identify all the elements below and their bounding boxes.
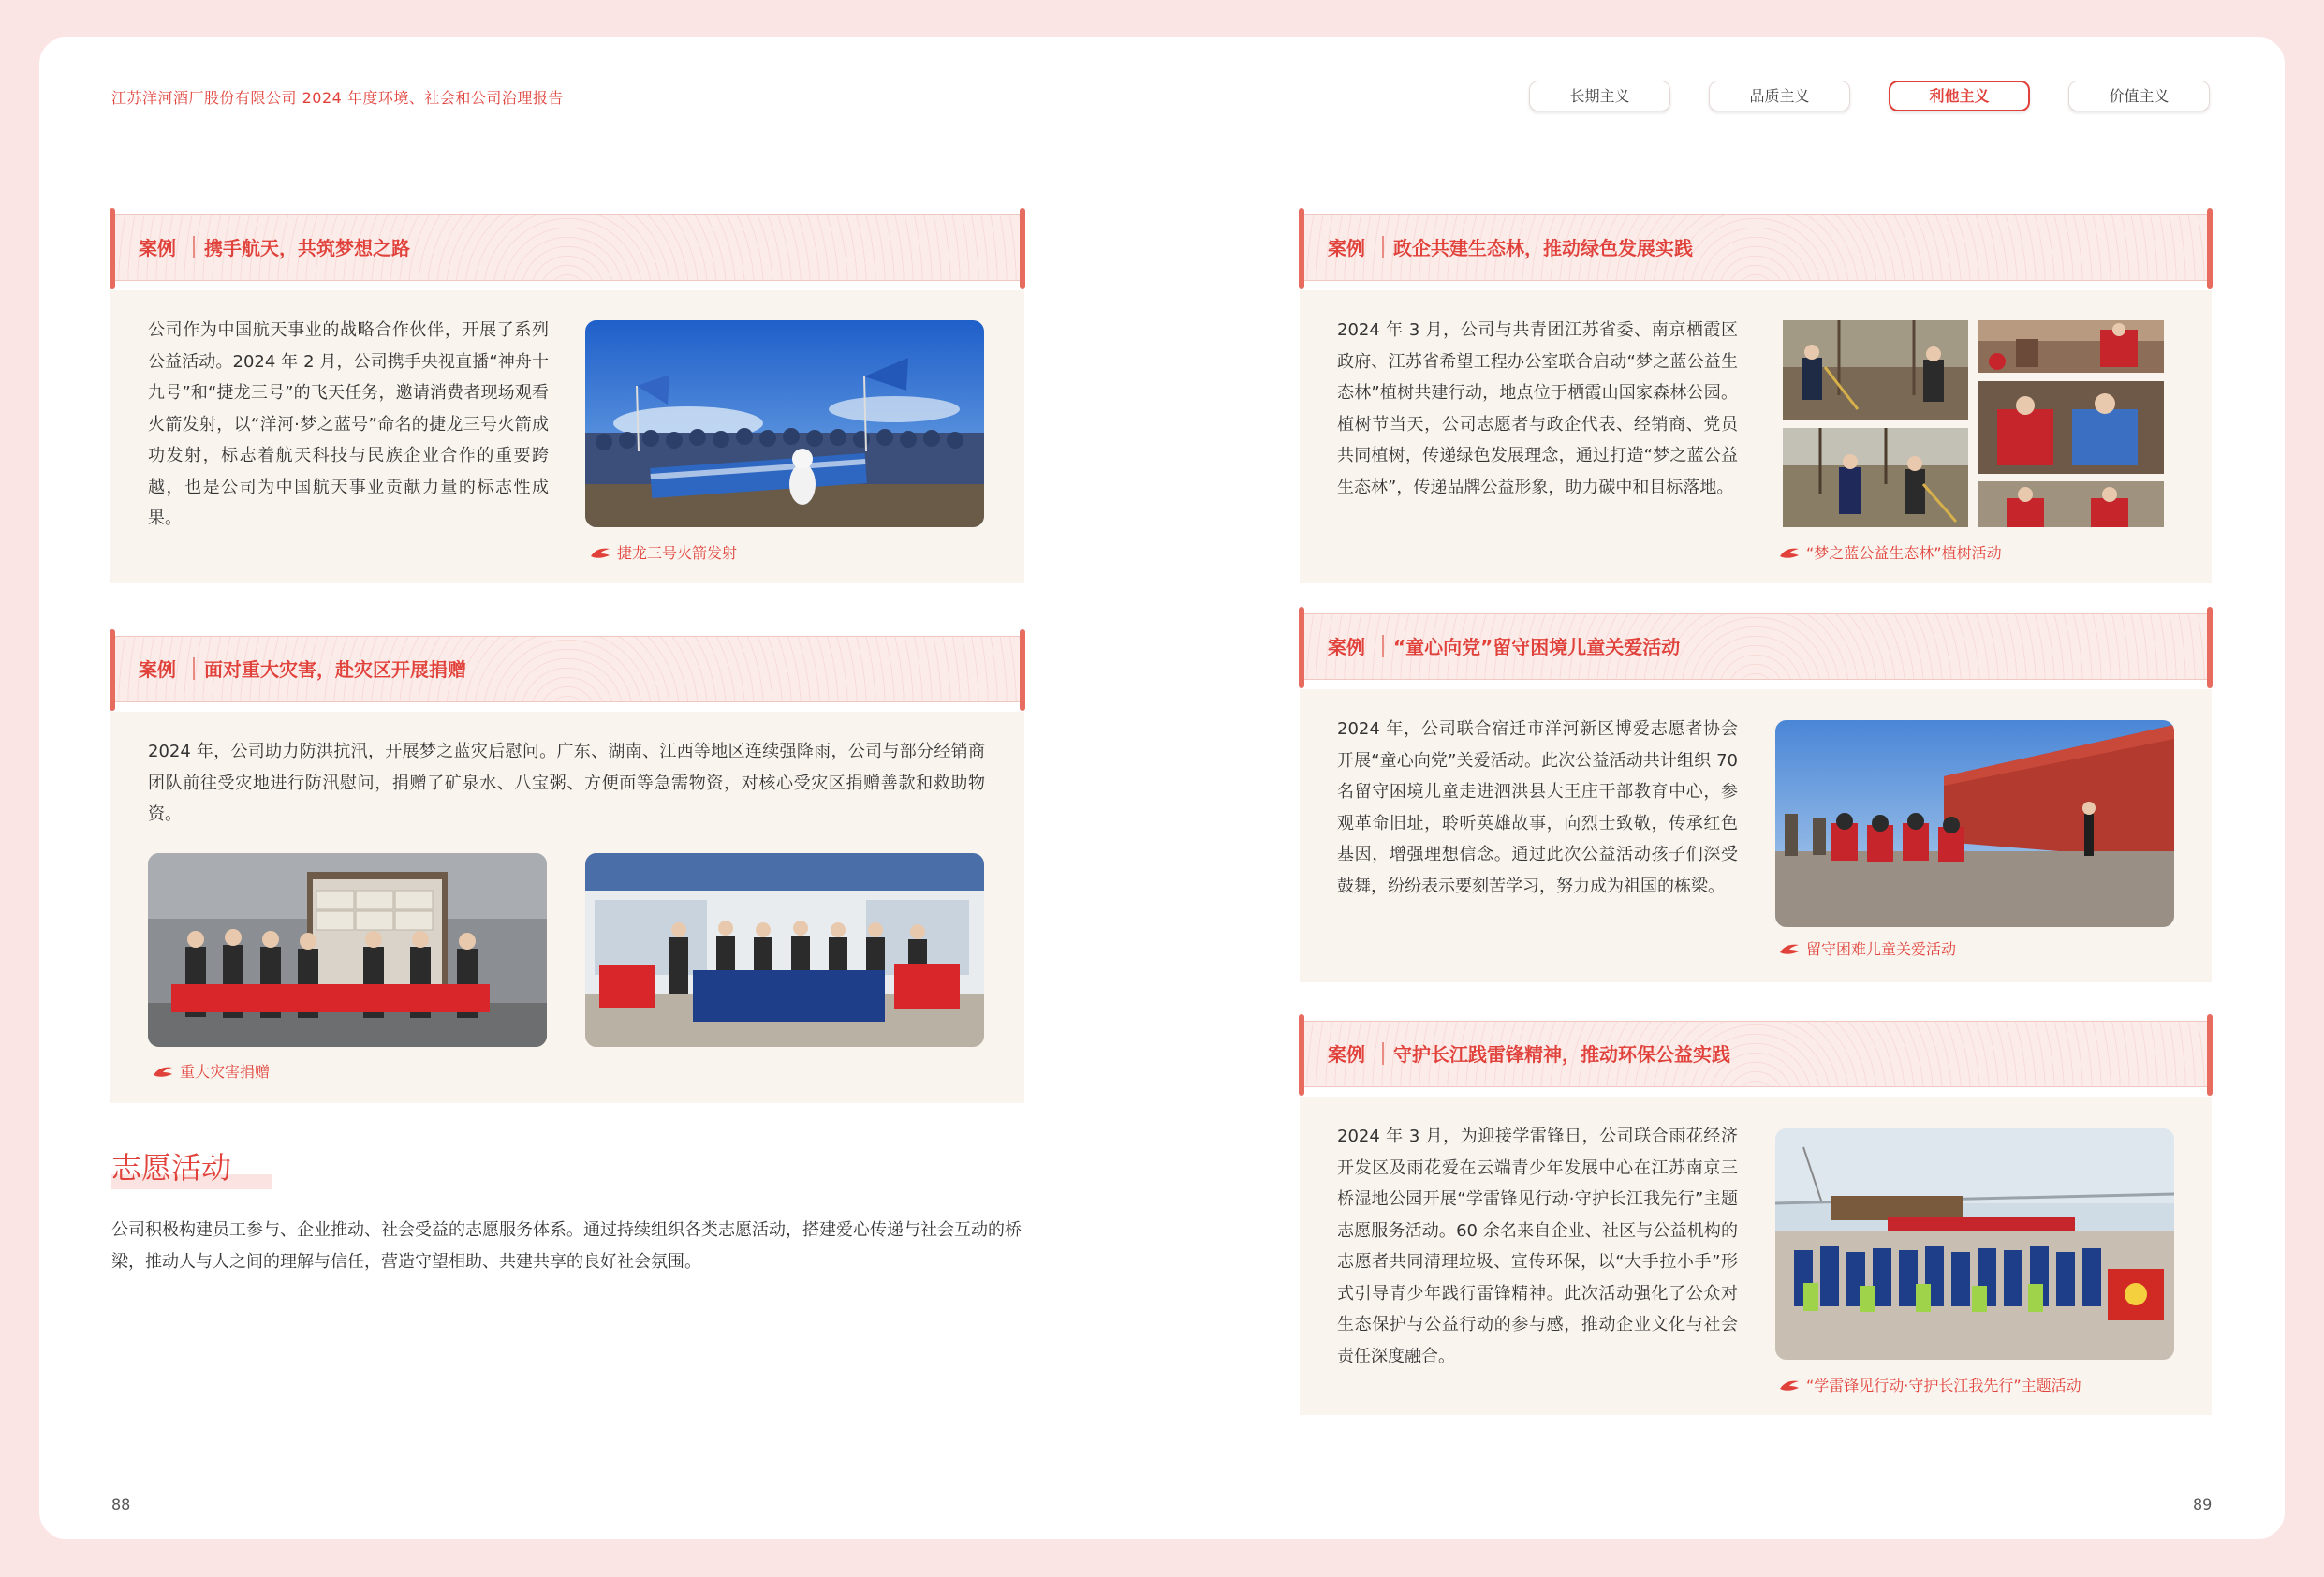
tree-planting-illustration: [1978, 481, 2164, 527]
photo-caption: [1778, 1377, 2081, 1395]
tab-quality[interactable]: 品质主义: [1709, 81, 1850, 111]
banner-divider: [1382, 635, 1384, 657]
yangtze-volunteer-photo: [1775, 1128, 2174, 1360]
page-number-right: 89: [2193, 1496, 2213, 1513]
disaster-relief-photo-2: [585, 853, 984, 1047]
tree-planting-photo-3: [1783, 428, 1968, 527]
brand-logo-icon: [589, 545, 611, 562]
tree-planting-photo-4: [1978, 381, 2164, 474]
banner-divider: [193, 236, 195, 258]
disaster-relief-illustration: [148, 853, 547, 1047]
case-tag: 案例: [139, 237, 176, 259]
caption-text: 留守困难儿童关爱活动: [1806, 940, 1957, 958]
yangtze-volunteer-illustration: [1775, 1128, 2174, 1360]
case-text: 2024 年 3 月，为迎接学雷锋日，公司联合雨花经济开发区及雨花爱在云端青少年发展中心在江苏南京三桥湿地公园开展“学雷锋见行动·守护长江我先行”主题志愿服务活动。60 余名来自企业、社区与公益机构的志愿者共同清理垃圾、宣传环保，以“大手拉小手”形式引导青少年践行雷锋精神。此次活动强化了公众对生态保护与公益行动的参与感，推动企业文化与社会责任深度融合。: [1337, 1127, 1738, 1366]
brand-logo-icon: [152, 1064, 174, 1081]
disaster-relief-photo-1: [148, 853, 547, 1047]
tab-long-termism[interactable]: 长期主义: [1529, 81, 1670, 111]
photo-caption: [152, 1063, 270, 1082]
section-text: 公司积极构建员工参与、企业推动、社会受益的志愿服务体系。通过持续组织各类志愿活动，搭建爱心传递与社会互动的桥梁，推动人与人之间的理解与信任，营造守望相助、共建共享的良好社会氛围。: [111, 1220, 1022, 1272]
case-text: 2024 年，公司助力防洪抗汛，开展梦之蓝灾后慰问。广东、湖南、江西等地区连续强降雨，公司与部分经销商团队前往受灾地进行防汛慰问，捐赠了矿泉水、八宝粥、方便面等急需物资，对核心受灾区捐赠善款和救助物资。: [148, 742, 985, 824]
caption-text: “梦之蓝公益生态林”植树活动: [1806, 544, 2002, 562]
tab-altruism[interactable]: 利他主义: [1889, 81, 2030, 111]
photo-caption: [1778, 544, 2002, 563]
case-banner-forest: [1302, 214, 2210, 281]
banner-divider: [193, 657, 195, 680]
case-title: “童心向党”留守困境儿童关爱活动: [1393, 636, 1681, 658]
case-banner-disaster: [112, 636, 1022, 702]
photo-caption: [1778, 940, 1956, 959]
caption-text: “学雷锋见行动·守护长江我先行”主题活动: [1806, 1377, 2081, 1394]
disaster-relief-illustration: [585, 853, 984, 1047]
case-text: 2024 年 3 月，公司与共青团江苏省委、南京栖霞区政府、江苏省希望工程办公室联合启动“梦之蓝公益生态林”植树共建行动，地点位于栖霞山国家森林公园。植树节当天，公司志愿者与政企代表、经销商、党员共同植树，传递绿色发展理念，通过打造“梦之蓝公益生态林”，传递品牌公益形象，助力碳中和目标落地。: [1337, 320, 1738, 497]
tree-planting-illustration: [1783, 320, 1968, 420]
page-number-left: 88: [111, 1496, 131, 1513]
brand-logo-icon: [1778, 941, 1801, 958]
rocket-launch-illustration: [585, 320, 984, 527]
tree-planting-illustration: [1978, 320, 2164, 373]
case-title: 政企共建生态林，推动绿色发展实践: [1393, 237, 1693, 259]
case-tag: 案例: [1328, 237, 1365, 259]
caption-text: 捷龙三号火箭发射: [617, 544, 738, 562]
caption-text: 重大灾害捐赠: [180, 1063, 271, 1081]
case-text: 公司作为中国航天事业的战略合作伙伴，开展了系列公益活动。2024 年 2 月，公司携手央视直播“神舟十九号”和“捷龙三号”的飞天任务，邀请消费者现场观看火箭发射，以“洋河·梦之蓝号”命名的捷龙三号火箭成功发射，标志着航天科技与民族企业合作的重要跨越，也是公司为中国航天事业贡献力量的标志性成果。: [148, 320, 549, 528]
photo-caption: [589, 544, 737, 563]
case-tag: 案例: [139, 658, 176, 681]
section-heading: 志愿活动: [111, 1150, 232, 1186]
tree-planting-illustration: [1783, 428, 1968, 527]
brand-logo-icon: [1778, 1378, 1801, 1394]
case-tag: 案例: [1328, 1043, 1365, 1066]
case-title: 守护长江践雷锋精神，推动环保公益实践: [1393, 1043, 1730, 1066]
tree-planting-photo-2: [1978, 320, 2164, 373]
rocket-launch-photo: [585, 320, 984, 527]
case-banner-children: [1302, 613, 2210, 680]
case-text: 2024 年，公司联合宿迁市洋河新区博爱志愿者协会开展“童心向党”关爱活动。此次公益活动共计组织 70 名留守困境儿童走进泗洪县大王庄干部教育中心，参观革命旧址，聆听英雄故事，向烈士致敬，传承红色基因，增强理想信念。通过此次公益活动孩子们深受鼓舞，纷纷表示要刻苦学习，努力成为祖国的栋梁。: [1337, 719, 1738, 896]
case-banner-yangtze: [1302, 1021, 2210, 1087]
banner-divider: [1382, 1042, 1384, 1065]
case-title: 面对重大灾害，赴灾区开展捐赠: [204, 658, 466, 681]
report-title: 江苏洋河酒厂股份有限公司 2024 年度环境、社会和公司治理报告: [111, 89, 564, 107]
tree-planting-illustration: [1978, 381, 2164, 474]
tree-planting-photo-1: [1783, 320, 1968, 420]
banner-divider: [1382, 236, 1384, 258]
children-care-illustration: [1775, 720, 2174, 927]
tab-value[interactable]: 价值主义: [2068, 81, 2210, 111]
case-tag: 案例: [1328, 636, 1365, 658]
case-title: 携手航天，共筑梦想之路: [204, 237, 410, 259]
case-banner-aerospace: [112, 214, 1022, 281]
brand-logo-icon: [1778, 545, 1801, 562]
children-care-photo: [1775, 720, 2174, 927]
tree-planting-photo-5: [1978, 481, 2164, 527]
